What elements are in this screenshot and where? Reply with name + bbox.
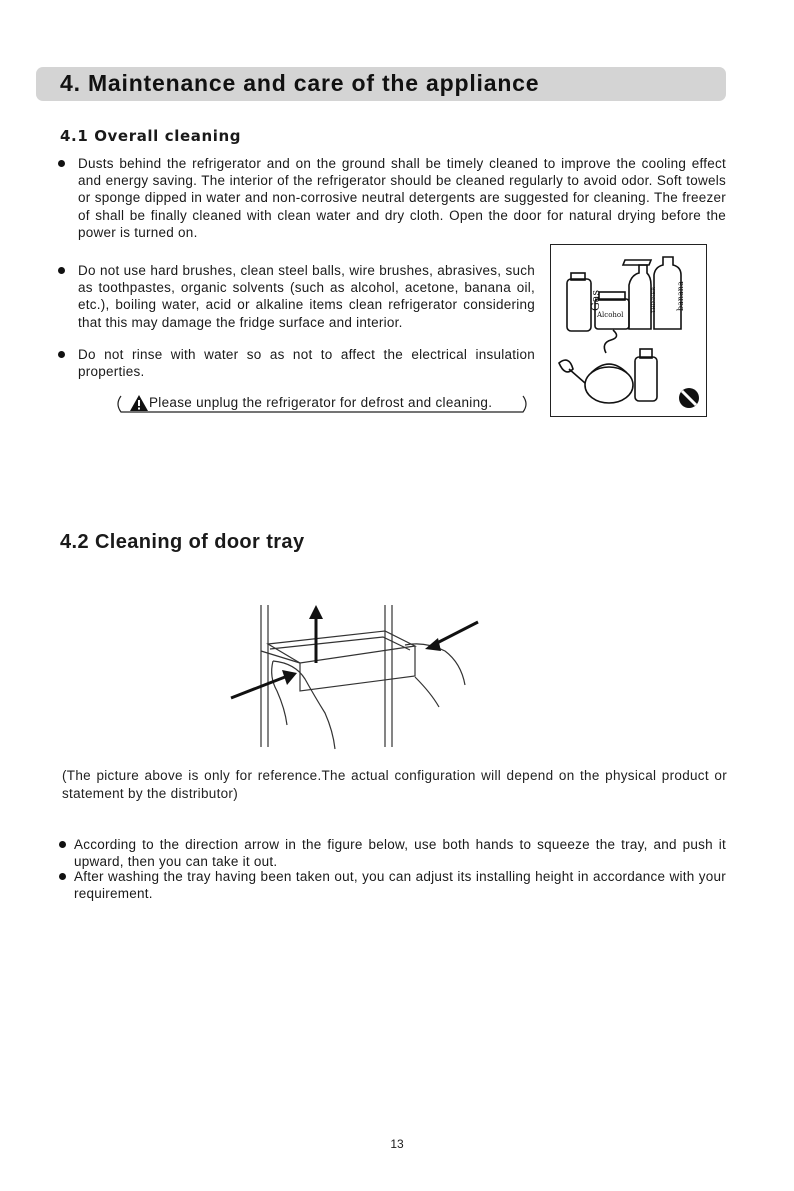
unplug-warning-note — [115, 393, 530, 415]
left-push-arrow-icon — [231, 677, 285, 698]
bullet-text: Dusts behind the refrigerator and on the ground shall be timely cleaned to improve the cooling effect and energy saving. The interior of the refrigerator should be cleaned regularly to avoid odor. Soft towels or sponge dipped in water and non-corrosive neutral detergents are suggested for cleaning. The freezer of shall be finally cleaned with clean water and dry cloth. Open the door for natural drying before the power is turned on. — [78, 156, 726, 240]
page-number: 13 — [390, 1137, 404, 1151]
banana-label: banana — [676, 281, 685, 311]
title-banner — [36, 67, 726, 101]
thinner-label: THINNER — [651, 287, 657, 313]
gas-bottle-icon — [567, 279, 591, 331]
bullet-text: Do not use hard brushes, clean steel balls, wire brushes, abrasives, such as toothpastes, organic solvents (such as alcohol, acetone, banana oil, etc.), boiling water, acid or alkaline items clean refrigerator considering that this may damage the fridge surface and interior. — [78, 263, 535, 330]
bullet-text: According to the direction arrow in the figure below, use both hands to squeeze the tray, and push it upward, then you can take it out. — [74, 837, 726, 870]
door-tray-figure — [225, 601, 485, 753]
bullet-dusts — [78, 155, 726, 241]
section-heading-overall-cleaning: 4.1 Overall cleaning — [60, 127, 242, 145]
bullet-dot — [58, 351, 65, 358]
thinner-spray-icon — [629, 265, 651, 329]
right-push-arrow-icon — [435, 622, 478, 644]
bullet-text: Do not rinse with water so as not to affect the electrical insulation properties. — [78, 347, 535, 380]
bullet-dot — [59, 873, 66, 880]
bullet-no-rinse — [78, 346, 535, 380]
chemicals-drawing — [551, 245, 706, 416]
bullet-no-hard-brushes — [78, 262, 535, 331]
bullet-adjust-height — [74, 868, 726, 902]
bullet-dot — [58, 267, 65, 274]
chemicals-prohibited-illustration — [550, 244, 707, 417]
section-heading-door-tray: 4.2 Cleaning of door tray — [60, 531, 305, 553]
alcohol-label: Alcohol — [597, 311, 624, 319]
bullet-squeeze-tray — [74, 836, 726, 870]
warning-triangle-icon — [129, 394, 149, 412]
page-title: 4. Maintenance and care of the appliance — [60, 70, 540, 96]
gas-label: Gas — [589, 290, 602, 311]
figure-caption: (The picture above is only for reference.The actual configuration will depend on the physical product or statement by the distributor) — [62, 768, 727, 801]
bullet-dot — [59, 841, 66, 848]
bullet-text: After washing the tray having been taken out, you can adjust its installing height in accordance with your requirement. — [74, 869, 726, 902]
warning-text: Please unplug the refrigerator for defrost and cleaning. — [149, 395, 493, 410]
bullet-dot — [58, 160, 65, 167]
prohibited-icon — [679, 388, 699, 408]
